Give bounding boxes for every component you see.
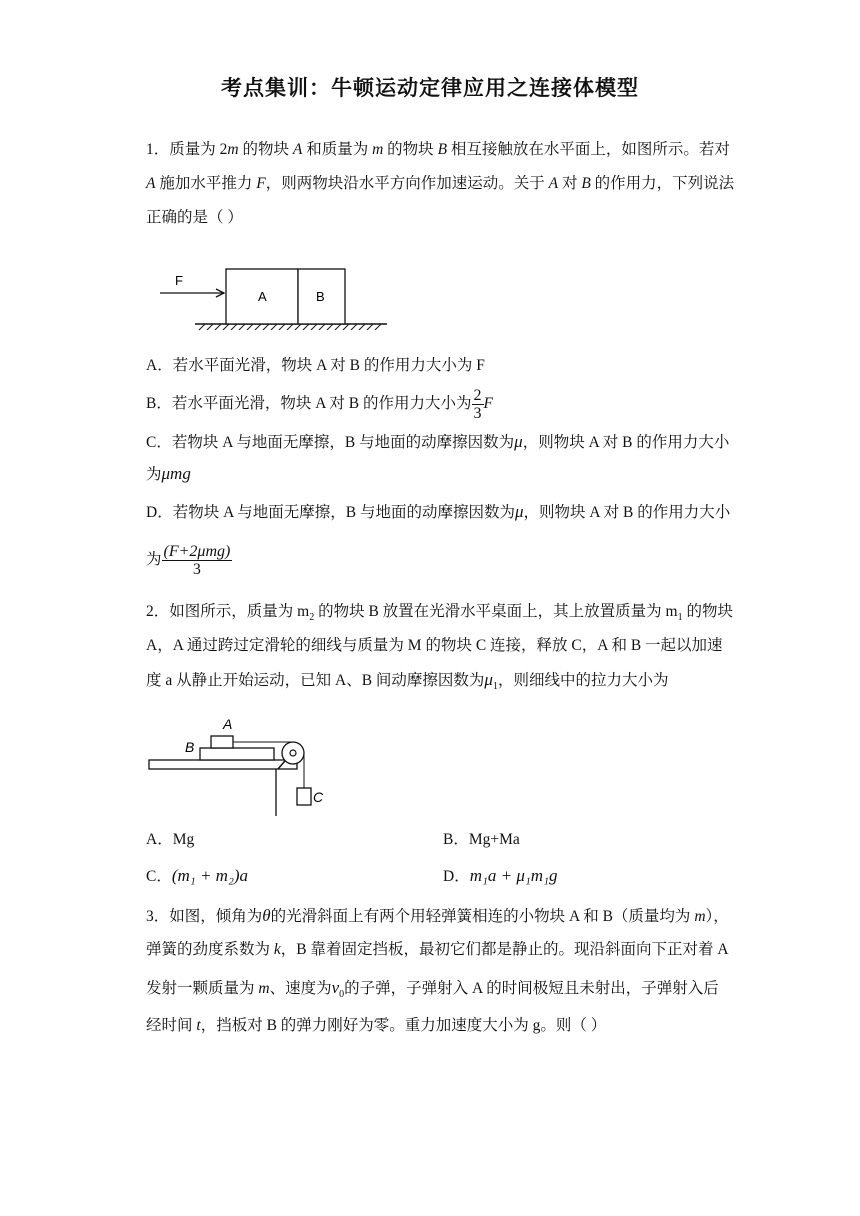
q2-option-a[interactable]: A．Mg bbox=[146, 831, 195, 848]
q1-option-c-cont: 为μmg bbox=[146, 464, 191, 483]
q1-option-d-cont: 为 $\frac{\text{(F+2μmg)}}{3}$ bbox=[146, 542, 231, 578]
page-title: 考点集训：牛顿运动定律应用之连接体模型 bbox=[221, 76, 639, 100]
q1-figure bbox=[155, 262, 395, 334]
q1-option-a[interactable]: A．若水平面光滑，物块 A 对 B 的作用力大小为 F bbox=[146, 357, 485, 374]
q2-stem-line-1: 2．如图所示，质量为 $m_2$ 的物块 B 放置在光滑水平桌面上，其上放置质量为 $m_1$ 的物块 bbox=[146, 603, 733, 624]
label-a: A bbox=[223, 716, 233, 732]
block-b bbox=[200, 748, 274, 760]
q3-stem-line-3: 发射一颗质量为 m、速度为$v_0$的子弹，子弹射入 A 的时间极短且未射出，子弹射入后 bbox=[146, 978, 719, 1001]
q1-option-d[interactable]: D．若物块 A 与地面无摩擦，B 与地面的动摩擦因数为μ，则物块 A 对 B 的作用力大小 bbox=[146, 502, 731, 521]
q3-stem-line-1: 3．如图，倾角为θ的光滑斜面上有两个用轻弹簧相连的小物块 A 和 B（质量均为 m）， bbox=[146, 906, 729, 925]
q1-stem-line-3: 正确的是（ ） bbox=[146, 209, 243, 226]
force-label: F bbox=[175, 273, 183, 288]
q3-stem-line-4: 经时间 t，挡板对 B 的弹力刚好为零。重力加速度大小为 g。则（ ） bbox=[146, 1017, 607, 1034]
q2-stem-line-3: 度 a 从静止开始运动，已知 A、B 间动摩擦因数为$\mu_1$，则细线中的拉力大小为 bbox=[146, 670, 669, 693]
q1-option-b-fraction: $\frac{2}{3}$ bbox=[473, 386, 482, 422]
q2-option-d[interactable]: D．m₁a + μ₁m₁g bbox=[443, 866, 558, 885]
q1-option-c[interactable]: C．若物块 A 与地面无摩擦，B 与地面的动摩擦因数为μ，则物块 A 对 B 的作用力大小 bbox=[146, 432, 730, 451]
q2-option-c[interactable]: C．(m₁ + m₂)a bbox=[146, 866, 249, 885]
block-a-label: A bbox=[258, 289, 267, 304]
q1-option-d-fraction: $\frac{\text{(F+2μmg)}}{3}$ bbox=[163, 542, 231, 578]
label-c: C bbox=[313, 789, 324, 805]
table bbox=[149, 760, 297, 769]
q1-stem-line-2: A 施加水平推力 F，则两物块沿水平方向作加速运动。关于 A 对 B 的作用力，下列说法 bbox=[146, 175, 735, 192]
q3-stem-line-2: 弹簧的劲度系数为 k，B 靠着固定挡板，最初它们都是静止的。现沿斜面向下正对着 A bbox=[146, 941, 729, 958]
block-a bbox=[211, 736, 233, 748]
block-b-label: B bbox=[316, 289, 325, 304]
block-c bbox=[297, 788, 311, 805]
label-b: B bbox=[185, 739, 195, 755]
q1-option-b[interactable]: B．若水平面光滑，物块 A 对 B 的作用力大小为 $\frac{2}{3}$ F bbox=[146, 386, 493, 422]
q2-option-b[interactable]: B．Mg+Ma bbox=[443, 831, 520, 848]
q2-stem-line-2: A，A 通过跨过定滑轮的细线与质量为 M 的物块 C 连接，释放 C，A 和 B 一起以加速 bbox=[146, 637, 723, 654]
q1-stem-line-1: 1．质量为 2m 的物块 A 和质量为 m 的物块 B 相互接触放在水平面上，如图所示。若对 bbox=[146, 141, 730, 158]
q2-figure bbox=[148, 712, 338, 816]
